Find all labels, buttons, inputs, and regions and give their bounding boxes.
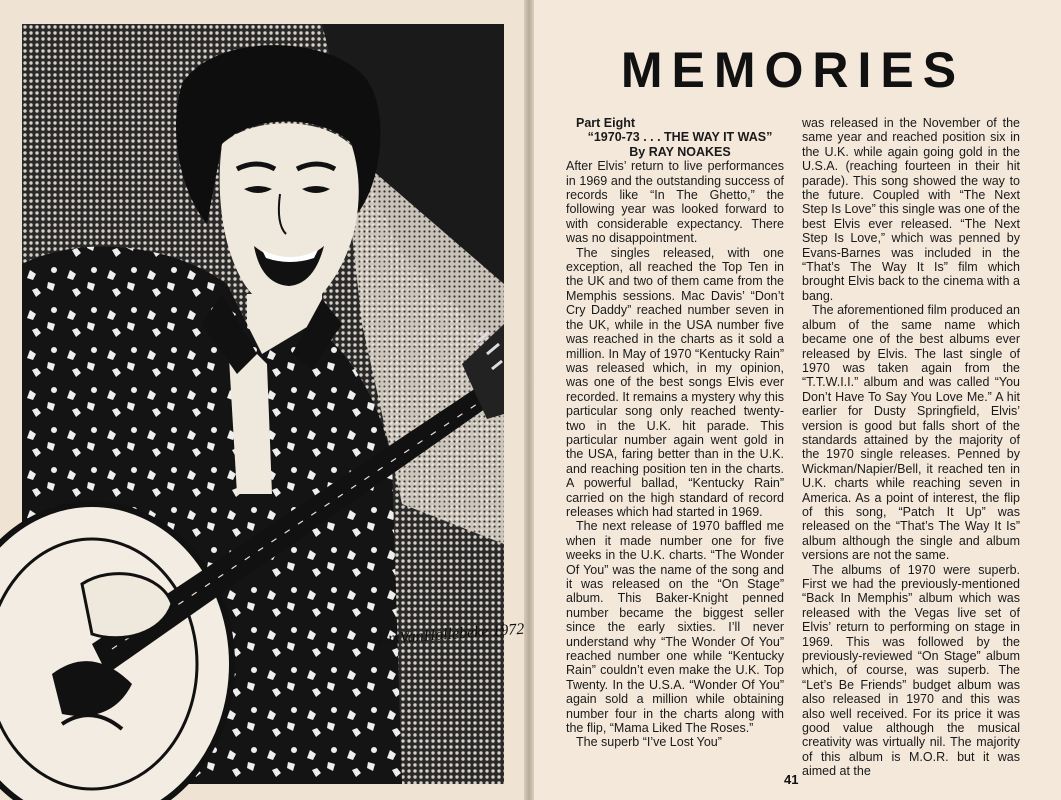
illustration-drawing (22, 24, 525, 784)
paragraph: The superb “I’ve Lost You” (576, 735, 722, 750)
paragraph: The albums of 1970 were superb. First we had the previously-mentioned “Back In Memphis” album which was released with the Vegas live set of Elvis’ return to performing on stage in 1969. This was followed by the previously-reviewed “On Stage” album which, of course, was superb. The “Let’s Be Friends” budget album was also released in 1970 and this was also well received. For its price it was good value although the musical creativity was virtually nil. The majority of this album is M.O.R. but it was aimed at the (802, 562, 1020, 779)
part-label: Part Eight (576, 116, 636, 130)
paragraph: The singles released, with one exception, all reached the Top Ten in the UK and two of them came from the Memphis sessions. Mac Davis’ “Don’t Cry Daddy” reached number seven in the UK, while in the USA number five was reached in the charts as it sold a million. In May of 1970 “Kentucky Rain” was released which, in my opinion, was one of the best songs Elvis ever recorded. It remains a mystery why this particular song only reached twenty-two in the U.K. hit parade. This particular number again went gold in the USA, faring better than in the U.K. and reaching position ten in the charts. A powerful ballad, “Kentucky Rain” carried on the high standard of record releases which had started in 1969. (566, 245, 784, 519)
article-title: MEMORIES (620, 42, 966, 98)
page-number: 41 (784, 772, 799, 787)
paragraph: The aforementioned film produced an album of the same name which became one of the best albums ever released by Elvis. The last single of 1970 was taken again from the “T.T.W.I.I.” album and was called “You Don’t Have To Say You Love Me.” A hit earlier for Dusty Springfield, Elvis’ version is good but falls short of the standards attained by the majority of the 1970 single releases. Penned by Wickman/Napier/Bell, it reached ten in U.K. charts while reaching seven in America. As a point of interest, the flip of this song, “Patch It Up” was released on the “That’s The Way It Is” album although the single and album versions are not the same. (802, 303, 1020, 563)
article-byline: By RAY NOAKES (629, 144, 731, 159)
article-subtitle: “1970-73 . . . THE WAY IT WAS” (587, 130, 773, 145)
article-column-1 (566, 116, 784, 750)
artist-signature: JimVanHollebeke 1972 (376, 620, 525, 648)
page-gutter (524, 0, 534, 800)
paragraph: was released in the November of the same year and reached position six in the U.K. while again going gold in the U.S.A. (reaching fourteen in their hit parade). This song showed the way to the future. Coupled with “The Next Step Is Love” this single was one of the best Elvis ever released. “The Next Step Is Love,” which was penned by Evans-Barnes was included in the “That’s The Way It Is” film which brought Elvis back to the cinema with a bang. (802, 116, 1020, 303)
elvis-illustration (22, 24, 525, 784)
paragraph: The next release of 1970 baffled me when it made number one for five weeks in the U.K. charts. “The Wonder Of You” was the name of the song and it was released on the “On Stage” album. This Baker-Knight penned number became the biggest seller since the early sixties. I’ll never understand why “The Wonder Of You” reached number one while “Kentucky Rain” couldn’t even make the U.K. Top Twenty. In the U.S.A. “Wonder Of You” again sold a million while obtaining number four in the charts along with the flip, “Mama Liked The Roses.” (566, 519, 784, 736)
paragraph: After Elvis’ return to live performances in 1969 and the outstanding success of records like “In The Ghetto,” the following year was looked forward to with considerable expectancy. There was no disappointment. (566, 159, 784, 246)
article-column-2 (802, 116, 1020, 779)
